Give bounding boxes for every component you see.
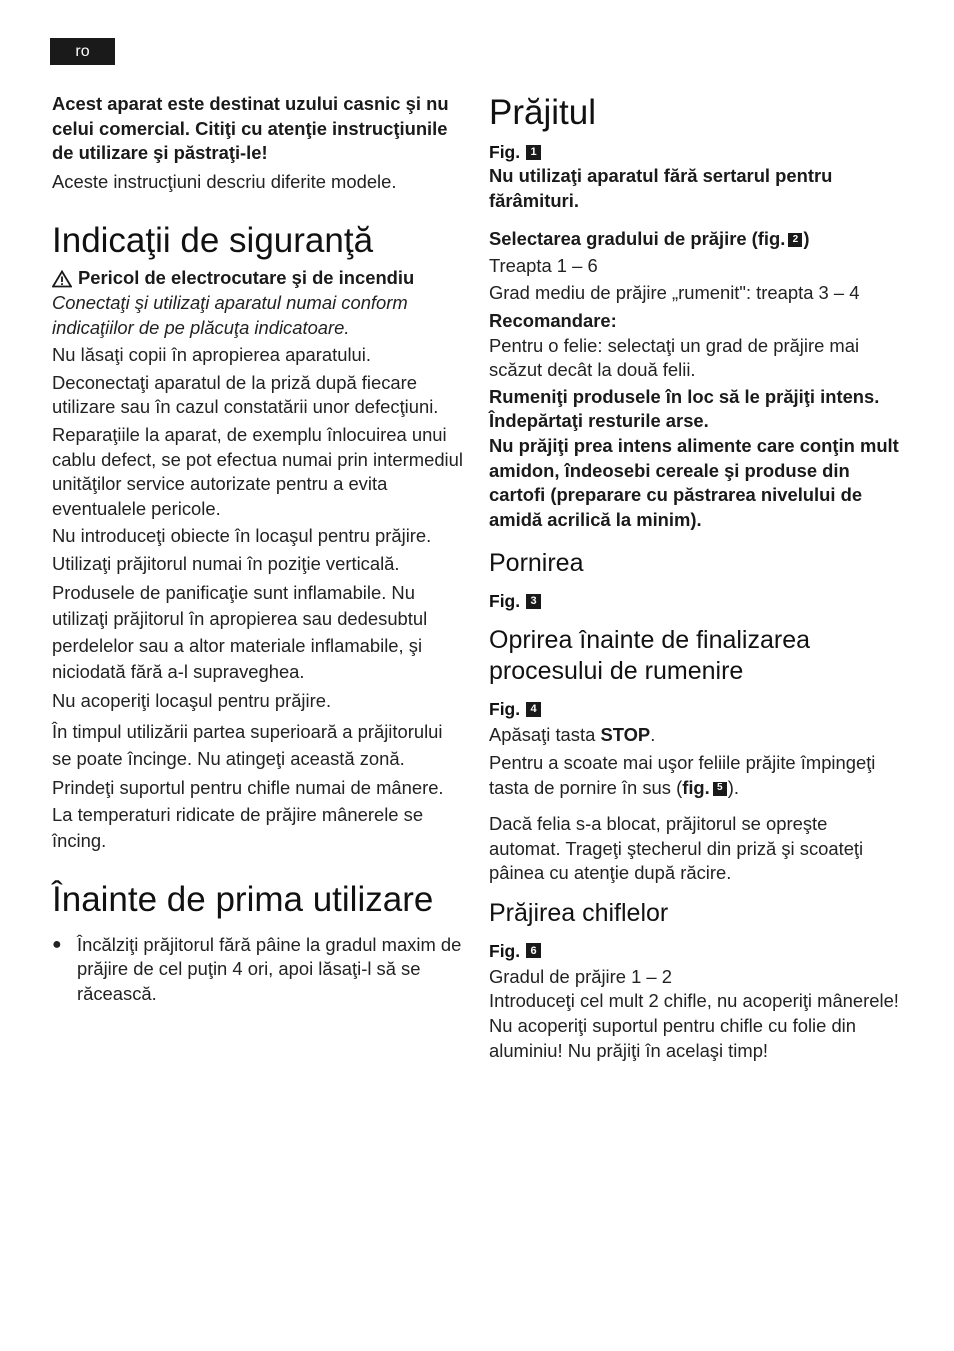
first-use-bullet-text: Încălziţi prăjitorul fără pâine la gradul maxim de prăjire de cel puţin 4 ori, apoi lăsaţi-l să se răcească. [77, 933, 462, 1004]
safety-item: Prindeţi suportul pentru chifle numai de mânere. La temperaturi ridicate de prăjire mânerele se încing. [52, 777, 444, 852]
select-level-heading-text: Selectarea gradului de prăjire (fig. [489, 228, 786, 250]
fig-number-badge: 2 [788, 233, 802, 247]
rolls-title: Prăjirea chiflelor [489, 898, 669, 927]
fig-label: fig. [682, 776, 710, 798]
fig-ref-1 [489, 140, 899, 164]
left-column [52, 92, 464, 1006]
rolls-level: Gradul de prăjire 1 – 2 [489, 965, 672, 987]
first-use-bullet [52, 933, 464, 1007]
recommend-label: Recomandare: [489, 309, 617, 331]
safety-item: Utilizaţi prăjitorul numai în poziţie verticală. [52, 552, 400, 574]
rolls-foil-warning: Nu acoperiţi suportul pentru chifle cu folie din aluminiu! Nu prăjiţi în acelaşi timp! [489, 1015, 856, 1061]
browning-warning: Rumeniţi produsele în loc să le prăjiţi intens. Îndepărtaţi resturile arse. [489, 385, 880, 432]
safety-item: Deconectaţi aparatul de la priză după fiecare utilizare sau în cazul constatării unor defecţiuni. [52, 371, 439, 418]
press-stop-pre: Apăsaţi tasta [489, 724, 601, 746]
recommend-text: Pentru o felie: selectaţi un grad de prăjire mai scăzut decât la două felii. [489, 334, 860, 381]
press-stop-post: . [650, 724, 656, 746]
language-badge: ro [50, 38, 115, 65]
safety-item: Reparaţiile la aparat, de exemplu înlocuirea unui cablu defect, se pot efectua numai prin intermediul unităţilor service autorizate pentru a evita eventualele pericole. [52, 423, 463, 519]
select-level-heading-close: ) [803, 228, 810, 250]
blocked-slice-info: Dacă felia s-a blocat, prăjitorul se opreşte automat. Trageţi ştecherul din priză şi scoateţi pâinea cu atenţie după răcire. [489, 813, 864, 884]
fig-label: Fig. [489, 591, 521, 612]
fig-number-badge: 1 [526, 145, 541, 160]
intro-notice: Acest aparat este destinat uzului casnic şi nu celui comercial. Citiţi cu atenţie instrucţiunile de utilizare şi păstraţi-le! [52, 93, 449, 164]
levels-range: Treapta 1 – 6 [489, 254, 598, 276]
stop-key-label: STOP [600, 724, 651, 746]
warning-row [52, 266, 464, 291]
fig-ref-3 [489, 589, 899, 613]
eject-pre: Pentru a scoate mai uşor feliile prăjite împingeţi tasta de pornire în sus ( [489, 751, 876, 798]
safety-title: Indicaţii de siguranţă [52, 221, 374, 261]
safety-item: Nu acoperiţi locaşul pentru prăjire. [52, 689, 332, 711]
rolls-max: Introduceţi cel mult 2 chifle, nu acoperiţi mânerele! [489, 990, 899, 1012]
select-level-heading [489, 227, 899, 252]
safety-item: În timpul utilizării partea superioară a prăjitorului se poate încinge. Nu atingeţi această zonă. [52, 721, 443, 769]
warning-text: Pericol de electrocutare şi de incendiu [78, 267, 415, 289]
safety-item: Nu introduceţi obiecte în locaşul pentru prăjire. [52, 525, 432, 547]
safety-item: Nu lăsaţi copii în apropierea aparatului. [52, 344, 371, 366]
press-stop-instruction [489, 723, 899, 748]
fig-ref-6 [489, 939, 899, 963]
fig-number-badge: 6 [526, 943, 541, 958]
eject-instruction [489, 751, 899, 800]
intro-models-note: Aceste instrucţiuni descriu diferite modele. [52, 170, 397, 192]
stop-title: Oprirea înainte de finalizarea procesului de rumenire [489, 626, 811, 686]
fig-label: Fig. [489, 940, 521, 961]
safety-italic-note: Conectaţi şi utilizaţi aparatul numai conform indicaţiilor de pe plăcuţa indicatoare. [52, 291, 408, 338]
safety-item: Produsele de panificaţie sunt inflamabile. Nu utilizaţi prăjitorul în apropierea sau dedesubtul perdelelor sau a altor materiale inflamabile, şi niciodată fără a-l supraveghea. [52, 581, 428, 682]
fig-label: Fig. [489, 142, 521, 162]
medium-level: Grad mediu de prăjire „rumenit": treapta 3 – 4 [489, 282, 860, 304]
fig-number-badge: 5 [713, 782, 727, 796]
eject-post: ). [727, 776, 740, 798]
right-column [489, 92, 899, 1066]
fig-number-badge: 3 [526, 594, 541, 609]
warning-triangle-icon [52, 270, 72, 288]
fig-number-badge: 4 [526, 702, 541, 717]
starch-warning: Nu prăjiţi prea intens alimente care conţin mult amidon, îndeosebi cereale şi produse din cartofi (preparare cu păstrarea nivelului de amidă acrilică la minim). [489, 434, 899, 530]
crumb-tray-warning: Nu utilizaţi aparatul fără sertarul pentru fărâmituri. [489, 165, 833, 211]
first-use-title: Înainte de prima utilizare [52, 879, 434, 919]
bullet-dot-icon: ● [52, 935, 62, 953]
toasting-title: Prăjitul [489, 93, 596, 132]
start-title: Pornirea [489, 549, 584, 578]
fig-label: Fig. [489, 699, 521, 720]
fig-ref-4 [489, 697, 899, 721]
